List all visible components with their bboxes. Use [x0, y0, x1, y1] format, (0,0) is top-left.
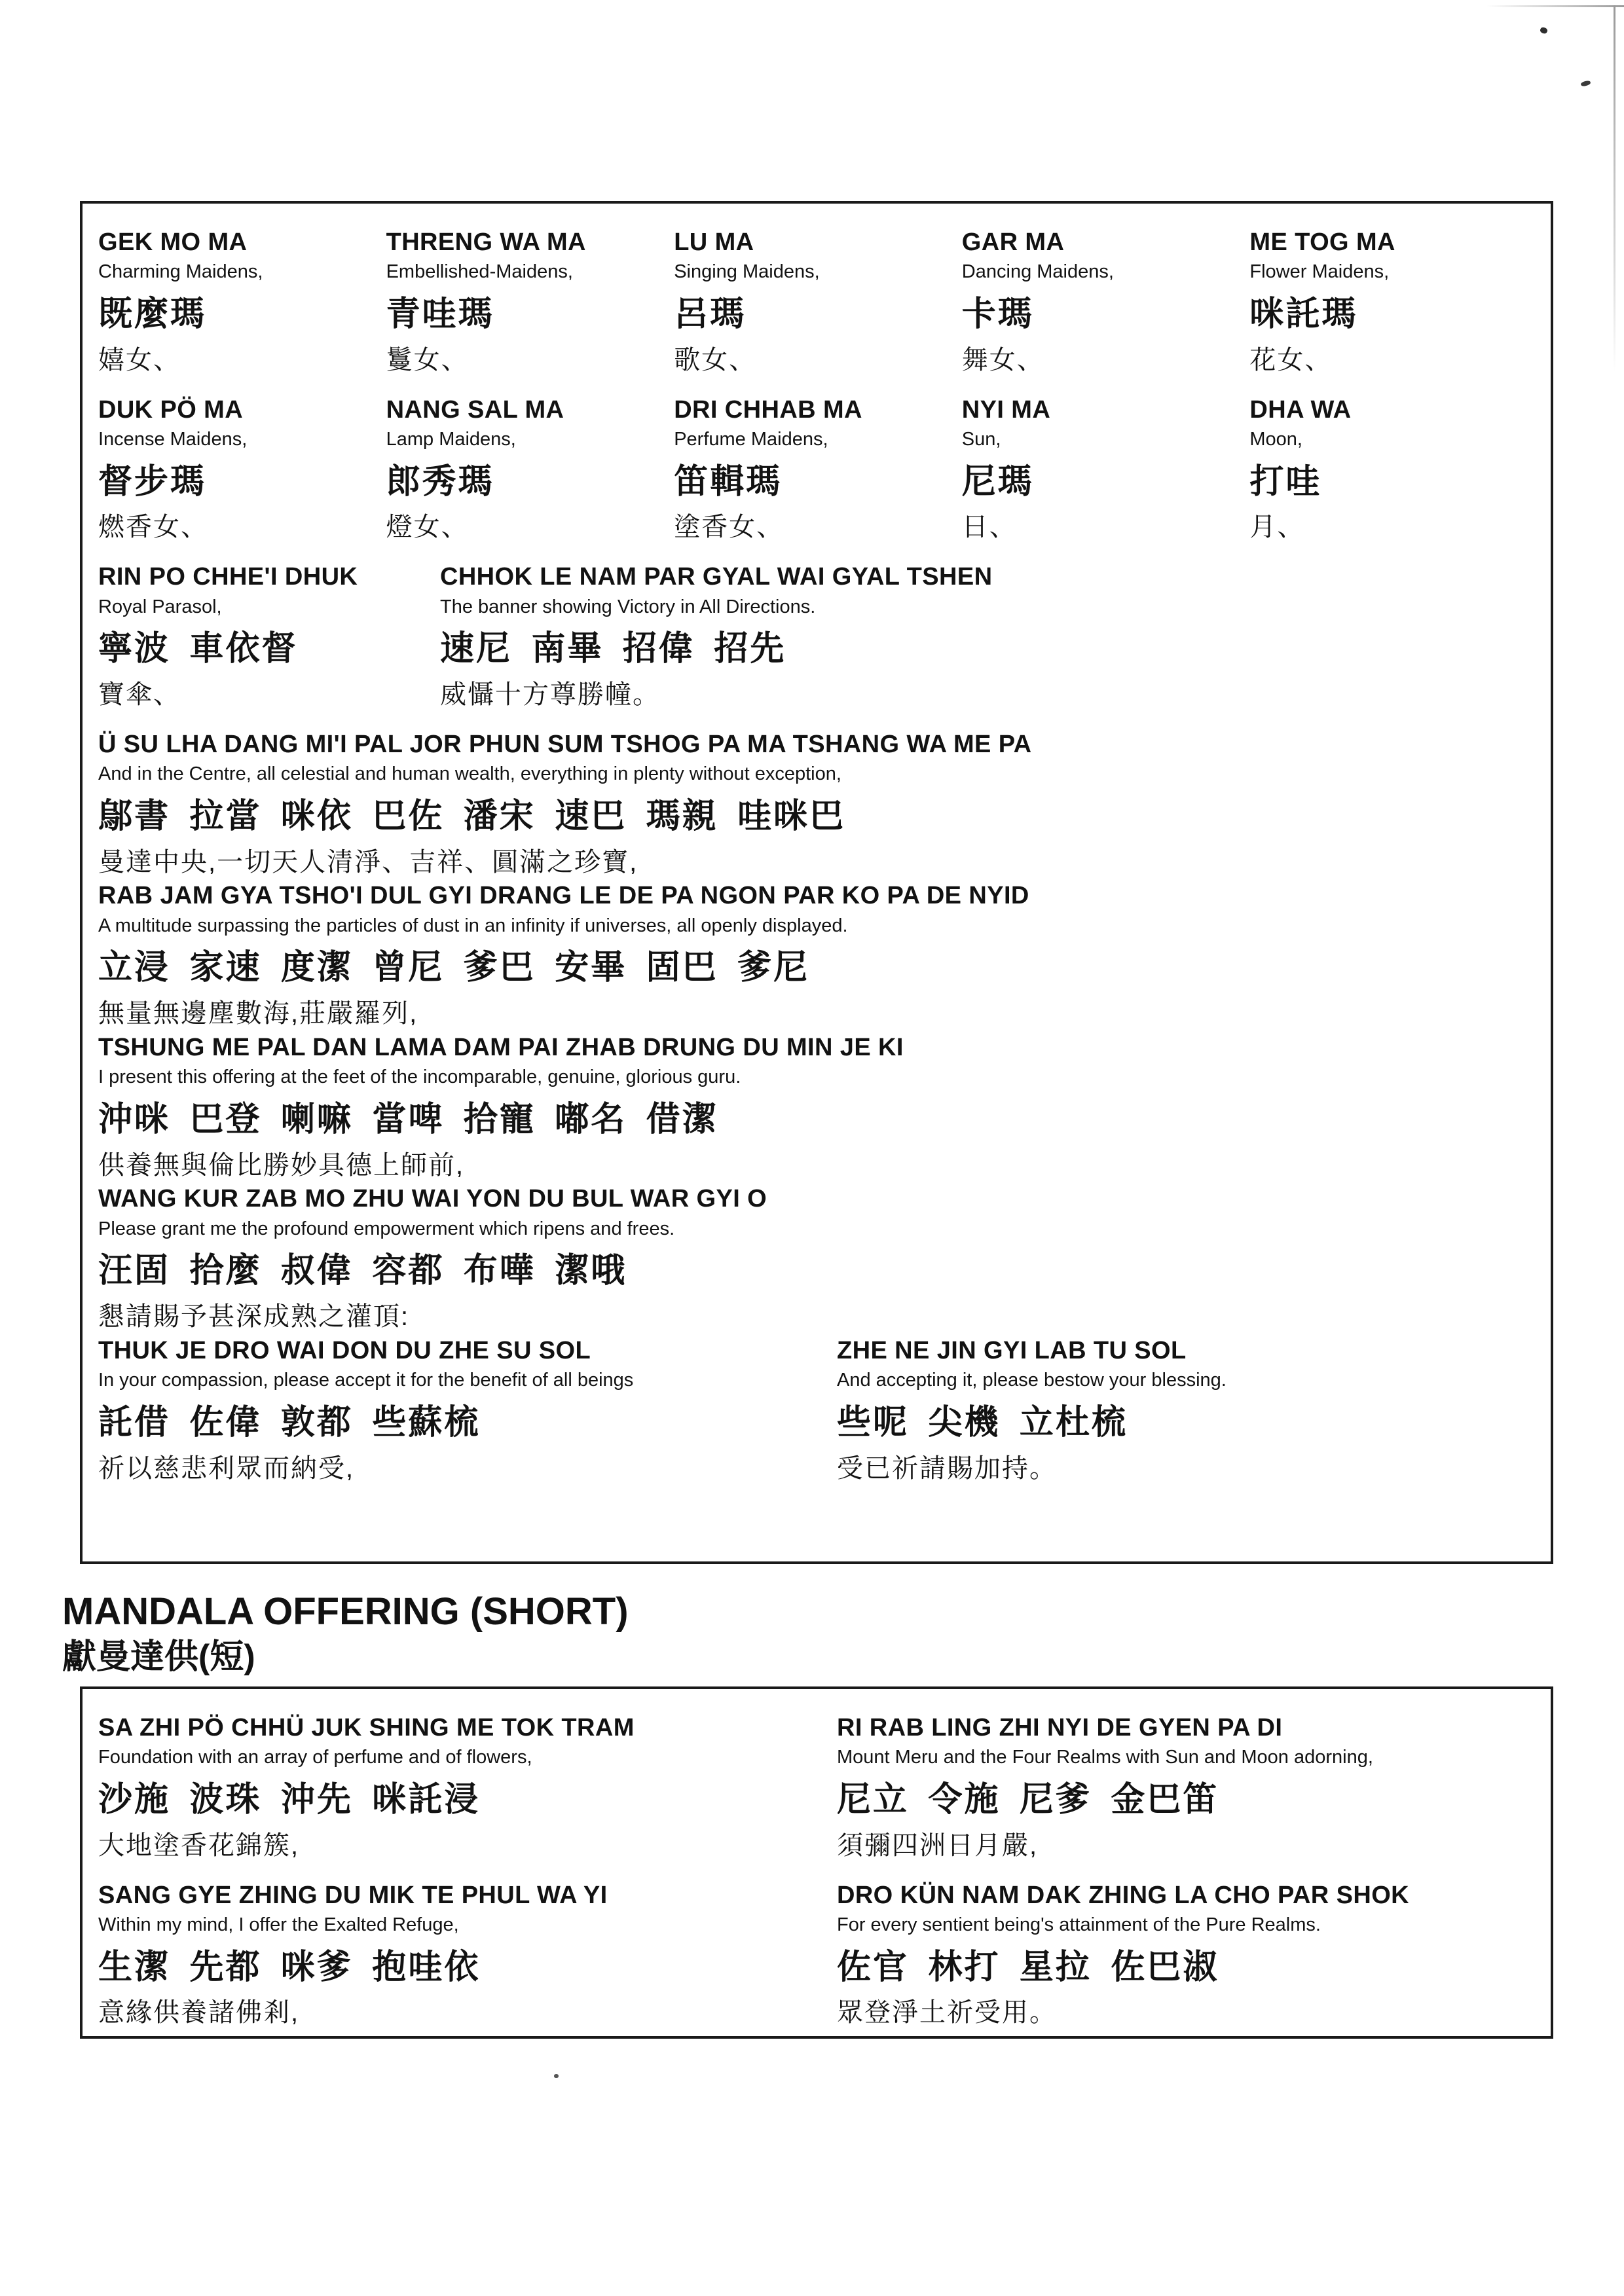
- verse-latin: DHA WA: [1249, 395, 1352, 424]
- verse-gar-ma: [962, 227, 1244, 379]
- mandala-row-1: [98, 1713, 1531, 1865]
- verse-zh-translit: 督步瑪: [98, 462, 207, 501]
- verse-zh-translit: 郎秀瑪: [386, 462, 494, 501]
- verse-sa-zhi-po-chhu: [98, 1713, 830, 1865]
- verse-zh-meaning: 祈以慈悲利眾而納受,: [98, 1453, 355, 1483]
- verse-zh-meaning: 月、: [1249, 513, 1305, 542]
- verse-english: Singing Maidens,: [674, 261, 820, 283]
- verse-english: Perfume Maidens,: [674, 428, 828, 450]
- verse-english: I present this offering at the feet of the incomparable, genuine, glorious guru.: [98, 1066, 741, 1088]
- verse-latin: CHHOK LE NAM PAR GYAL WAI GYAL TSHEN: [440, 563, 993, 591]
- verse-zh-translit: 沖咪 巴登 喇嘛 當啤 拾寵 嘟名 借潔: [98, 1100, 718, 1139]
- verse-zh-translit: 汪固 拾麼 叔偉 容都 布嘩 潔哦: [98, 1252, 627, 1290]
- verse-zh-translit: 寧波 車依督: [98, 630, 298, 668]
- scan-page-edge: [1486, 5, 1624, 7]
- verse-zh-translit: 卡瑪: [961, 295, 1034, 333]
- section-title-latin: MANDALA OFFERING (SHORT): [62, 1590, 629, 1633]
- verse-zh-translit: 呂瑪: [674, 295, 747, 333]
- maiden-row-1: [98, 227, 1531, 379]
- verse-zh-meaning: 嬉女、: [98, 345, 181, 374]
- verse-english: Lamp Maidens,: [386, 428, 516, 450]
- verse-sang-gye-zhing-du: [98, 1880, 830, 2032]
- verse-latin: WANG KUR ZAB MO ZHU WAI YON DU BUL WAR GYI O: [98, 1185, 767, 1213]
- verse-lu-ma: [674, 227, 955, 379]
- verse-english: Please grant me the profound empowerment which ripens and frees.: [98, 1218, 675, 1239]
- verse-nang-sal-ma: [386, 395, 668, 547]
- stanza-wang-kur-zab-mo: [98, 1184, 1531, 1336]
- verse-zh-meaning: 燈女、: [386, 513, 469, 542]
- stanza-rab-jam-gya-tshoi: [98, 881, 1531, 1032]
- verse-latin: GEK MO MA: [98, 228, 248, 256]
- verse-zh-meaning: 大地塗香花錦簇,: [98, 1831, 300, 1860]
- verse-latin: SA ZHI PÖ CHHÜ JUK SHING ME TOK TRAM: [98, 1714, 635, 1742]
- verse-english: Moon,: [1249, 428, 1302, 450]
- section-heading: [62, 1590, 1553, 1677]
- verse-rin-po-chhei-dhuk: [98, 562, 434, 714]
- verse-zh-translit: 沙施 波珠 沖先 咪託浸: [98, 1781, 481, 1819]
- verse-english: The banner showing Victory in All Directions.: [440, 596, 816, 617]
- scan-page-edge: [1614, 5, 1615, 372]
- verse-zh-meaning: 供養無與倫比勝妙具德上師前,: [98, 1150, 465, 1180]
- verse-zh-translit: 既麼瑪: [98, 295, 207, 333]
- verse-english: Mount Meru and the Four Realms with Sun and Moon adorning,: [837, 1747, 1373, 1768]
- stanza-tshung-me-pal-dan: [98, 1032, 1531, 1184]
- verse-latin: DRO KÜN NAM DAK ZHING LA CHO PAR SHOK: [837, 1881, 1409, 1909]
- verse-thuk-je-dro-wai: [98, 1336, 830, 1487]
- verse-latin: NANG SAL MA: [386, 395, 564, 424]
- mandala-offering-box: [80, 1686, 1553, 2039]
- verse-gek-mo-ma: [98, 227, 380, 379]
- verse-english: Royal Parasol,: [98, 596, 222, 617]
- offering-verses-box: [80, 201, 1553, 1564]
- verse-latin: LU MA: [674, 228, 754, 256]
- verse-english: Flower Maidens,: [1249, 261, 1390, 283]
- verse-zh-translit: 佐官 林打 星拉 佐巴淑: [837, 1948, 1219, 1986]
- verse-zh-meaning: 受已祈請賜加持。: [837, 1453, 1057, 1483]
- verse-zh-meaning: 曼達中央,一切天人清淨、吉祥、圓滿之珍寶,: [98, 847, 638, 877]
- verse-zhe-ne-jin-gyi: [837, 1336, 1531, 1487]
- verse-english: Foundation with an array of perfume and of flowers,: [98, 1747, 532, 1768]
- verse-nyi-ma: [962, 395, 1244, 547]
- verse-zh-meaning: 塗香女、: [674, 513, 784, 542]
- verse-latin: THRENG WA MA: [386, 228, 586, 256]
- verse-zh-translit: 鄔書 拉當 咪依 巴佐 潘宋 速巴 瑪親 哇咪巴: [98, 797, 846, 835]
- verse-english: Within my mind, I offer the Exalted Refuge,: [98, 1914, 459, 1936]
- verse-zh-meaning: 寶傘、: [98, 680, 181, 709]
- verse-latin: TSHUNG ME PAL DAN LAMA DAM PAI ZHAB DRUNG DU MIN JE KI: [98, 1033, 904, 1061]
- maiden-row-2: [98, 395, 1531, 547]
- verse-zh-translit: 尼立 令施 尼爹 金巴笛: [837, 1781, 1219, 1819]
- verse-zh-meaning: 鬘女、: [386, 345, 469, 374]
- section-title-chinese: 獻曼達供(短): [62, 1637, 255, 1676]
- verse-zh-meaning: 意緣供養諸佛剎,: [98, 1998, 300, 2028]
- verse-zh-meaning: 眾登淨土祈受用。: [837, 1998, 1057, 2028]
- verse-zh-translit: 笛輯瑪: [674, 462, 783, 501]
- verse-zh-translit: 託借 佐偉 敦都 些蘇梳: [98, 1404, 481, 1442]
- verse-zh-meaning: 燃香女、: [98, 513, 208, 542]
- verse-zh-translit: 青哇瑪: [386, 295, 494, 333]
- verse-zh-meaning: 無量無邊塵數海,莊嚴羅列,: [98, 999, 418, 1029]
- verse-ri-rab-ling-zhi: [837, 1713, 1531, 1865]
- verse-english: A multitude surpassing the particles of dust in an infinity if universes, all openly displayed.: [98, 915, 848, 936]
- verse-latin: THUK JE DRO WAI DON DU ZHE SU SOL: [98, 1337, 591, 1365]
- verse-zh-translit: 打哇: [1249, 462, 1322, 501]
- verse-zh-translit: 生潔 先都 咪爹 抱哇依: [98, 1948, 481, 1986]
- verse-zh-translit: 尼瑪: [961, 462, 1034, 501]
- verse-latin: DRI CHHAB MA: [674, 395, 862, 424]
- verse-english: And in the Centre, all celestial and human wealth, everything in plenty without exception,: [98, 763, 841, 785]
- verse-dro-kun-nam-dak: [837, 1880, 1531, 2032]
- verse-latin: RIN PO CHHE'I DHUK: [98, 563, 358, 591]
- verse-zh-meaning: 歌女、: [674, 345, 757, 374]
- verse-english: Embellished-Maidens,: [386, 261, 573, 283]
- verse-latin: NYI MA: [961, 395, 1051, 424]
- scan-speck: [1540, 26, 1548, 34]
- mandala-row-2: [98, 1880, 1531, 2032]
- verse-zh-translit: 咪託瑪: [1249, 295, 1358, 333]
- verse-english: In your compassion, please accept it for the benefit of all beings: [98, 1370, 634, 1391]
- verse-me-tog-ma: [1249, 227, 1531, 379]
- verse-dri-chhab-ma: [674, 395, 955, 547]
- verse-latin: DUK PÖ MA: [98, 395, 244, 424]
- verse-dha-wa: [1249, 395, 1531, 547]
- verse-zh-translit: 速尼 南畢 招偉 招先: [440, 630, 786, 668]
- verse-english: And accepting it, please bestow your blessing.: [837, 1370, 1227, 1391]
- verse-english: Charming Maidens,: [98, 261, 263, 283]
- verse-english: For every sentient being's attainment of the Pure Realms.: [837, 1914, 1321, 1936]
- verse-english: Dancing Maidens,: [961, 261, 1114, 283]
- scan-speck: [1580, 80, 1591, 86]
- verse-zh-translit: 些呢 尖機 立杜梳: [837, 1404, 1128, 1442]
- verse-english: Incense Maidens,: [98, 428, 248, 450]
- verse-duk-po-ma: [98, 395, 380, 547]
- verse-latin: ZHE NE JIN GYI LAB TU SOL: [837, 1337, 1187, 1365]
- verse-latin: RAB JAM GYA TSHO'I DUL GYI DRANG LE DE PA NGON PAR KO PA DE NYID: [98, 882, 1029, 910]
- verse-zh-meaning: 須彌四洲日月嚴,: [837, 1831, 1039, 1860]
- verse-zh-translit: 立浸 家速 度潔 曾尼 爹巴 安畢 固巴 爹尼: [98, 949, 810, 987]
- verse-threng-wa-ma: [386, 227, 668, 379]
- verse-latin: RI RAB LING ZHI NYI DE GYEN PA DI: [837, 1714, 1283, 1742]
- scan-speck: [554, 2074, 559, 2078]
- verse-latin: ME TOG MA: [1249, 228, 1395, 256]
- stanza-u-su-lha-dang: [98, 729, 1531, 881]
- verse-zh-meaning: 花女、: [1249, 345, 1333, 374]
- verse-zh-meaning: 日、: [961, 513, 1017, 542]
- parasol-banner-row: [98, 562, 1531, 714]
- page-content: [62, 201, 1553, 2039]
- verse-latin: Ü SU LHA DANG MI'I PAL JOR PHUN SUM TSHOG PA MA TSHANG WA ME PA: [98, 730, 1032, 758]
- verse-zh-meaning: 威懾十方尊勝幢。: [440, 680, 660, 709]
- verse-english: Sun,: [961, 428, 1001, 450]
- closing-pair-row: [98, 1336, 1531, 1487]
- verse-zh-meaning: 懇請賜予甚深成熟之灌頂:: [98, 1302, 410, 1332]
- verse-latin: GAR MA: [961, 228, 1065, 256]
- verse-chhok-le-gyal-tshen: [440, 562, 1531, 714]
- verse-latin: SANG GYE ZHING DU MIK TE PHUL WA YI: [98, 1881, 608, 1909]
- verse-zh-meaning: 舞女、: [961, 345, 1044, 374]
